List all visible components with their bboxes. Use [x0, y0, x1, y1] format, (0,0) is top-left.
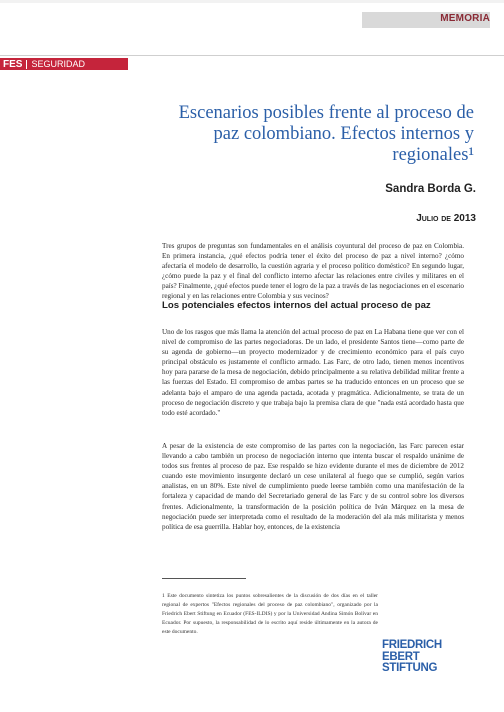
fes-seguridad-badge	[0, 58, 128, 70]
footnote-divider	[162, 578, 246, 579]
author-name: Sandra Borda G.	[385, 183, 476, 195]
document-title: Escenarios posibles frente al proceso de paz colombiano. Efectos internos y regionales¹	[178, 103, 474, 165]
header-divider	[0, 55, 504, 56]
series-label: MEMORIA	[440, 13, 490, 24]
fes-badge-org: FES	[3, 58, 23, 70]
publication-date: Julio de 2013	[416, 213, 476, 224]
logo-line-1: FRIEDRICH	[382, 639, 442, 651]
section-heading: Los potenciales efectos internos del actual proceso de paz	[162, 300, 431, 311]
intro-paragraph: Tres grupos de preguntas son fundamentales en el análisis coyuntural del proceso de paz en Colombia. En primera instancia, ¿qué efectos podría tener el éxito del proceso de paz a nivel interno? ¿cómo afectaría el modelo de desarrollo, la cuestión agraria y el proceso político doméstico? En segundo lugar, ¿cómo puede la paz y el final del conflicto interno afectar las relaciones entre civiles y militares en el país? Finalmente, ¿qué efectos puede tener el logro de la paz a través de las negociaciones en el escenario regional y en las relaciones entre Colombia y sus vecinos?	[162, 242, 464, 301]
fes-badge-separator	[26, 60, 27, 69]
top-rule	[0, 0, 504, 3]
body-paragraph-1: Uno de los rasgos que más llama la atención del actual proceso de paz en La Habana tiene que ver con el nivel de compromiso de las partes negociadoras. De un lado, el presidente Santos tiene—como parte de su agenda de gobierno—un proyecto modernizador y de crecimiento económico para el país cuyo principal obstáculo es justamente el conflicto armado. Las Farc, de otro lado, tienen menos incentivos hoy para pararse de la mesa de negociación, debido principalmente a su relativa debilidad militar frente a las fuerzas del Estado. El compromiso de ambas partes se ha traducido entonces en un proceso que se adelanta bajo el amparo de una agenda pactada, acotada y pragmática. Adicionalmente, se trata de un proceso de negociación discreto y que trabaja bajo la premisa clara de que "nada está acordado hasta que todo esté acordado."	[162, 328, 464, 417]
logo-line-3: STIFTUNG	[382, 662, 438, 674]
friedrich-ebert-stiftung-logo	[382, 640, 492, 675]
body-paragraph-2: A pesar de la existencia de este compromiso de las partes con la negociación, las Farc parecen estar llevando a cabo también un proceso de negociación interno que intenta buscar el respaldo unánime de todos sus frentes al proceso de paz. Ese respaldo se hizo evidente durante el mes de diciembre de 2012 cuando este movimiento insurgente declaró un cese unilateral al fuego que se cumplió, según varios analistas, en un 80%. Este nivel de cumplimiento puede leerse también como una manifestación de la fortaleza y capacidad de mando del Secretariado general de las Farc y de su control sobre los diversos frentes. Adicionalmente, la transformación de la posición política de Iván Márquez en la mesa de negociación puede ser interpretada como el resultado de la moderación del ala más militarista y menos política de esa guerrilla. Hablar hoy, entonces, de la existencia	[162, 442, 464, 531]
fes-badge-program: SEGURIDAD	[31, 59, 85, 69]
footnote: 1 Este documento sintetiza los puntos sobresalientes de la discusión de dos días en el taller regional de expertos "Efectos regionales del proceso de paz colombiano", organizado por la Friedrich Ebert Stiftung en Ecuador (FES-ILDIS) y por la Universidad Andina Simón Bolívar en Ecuador. Por supuesto, la responsabilidad de lo escrito aquí reside últimamente en la autora de este documento.	[162, 593, 378, 636]
logo-line-2: EBERT	[382, 650, 420, 663]
